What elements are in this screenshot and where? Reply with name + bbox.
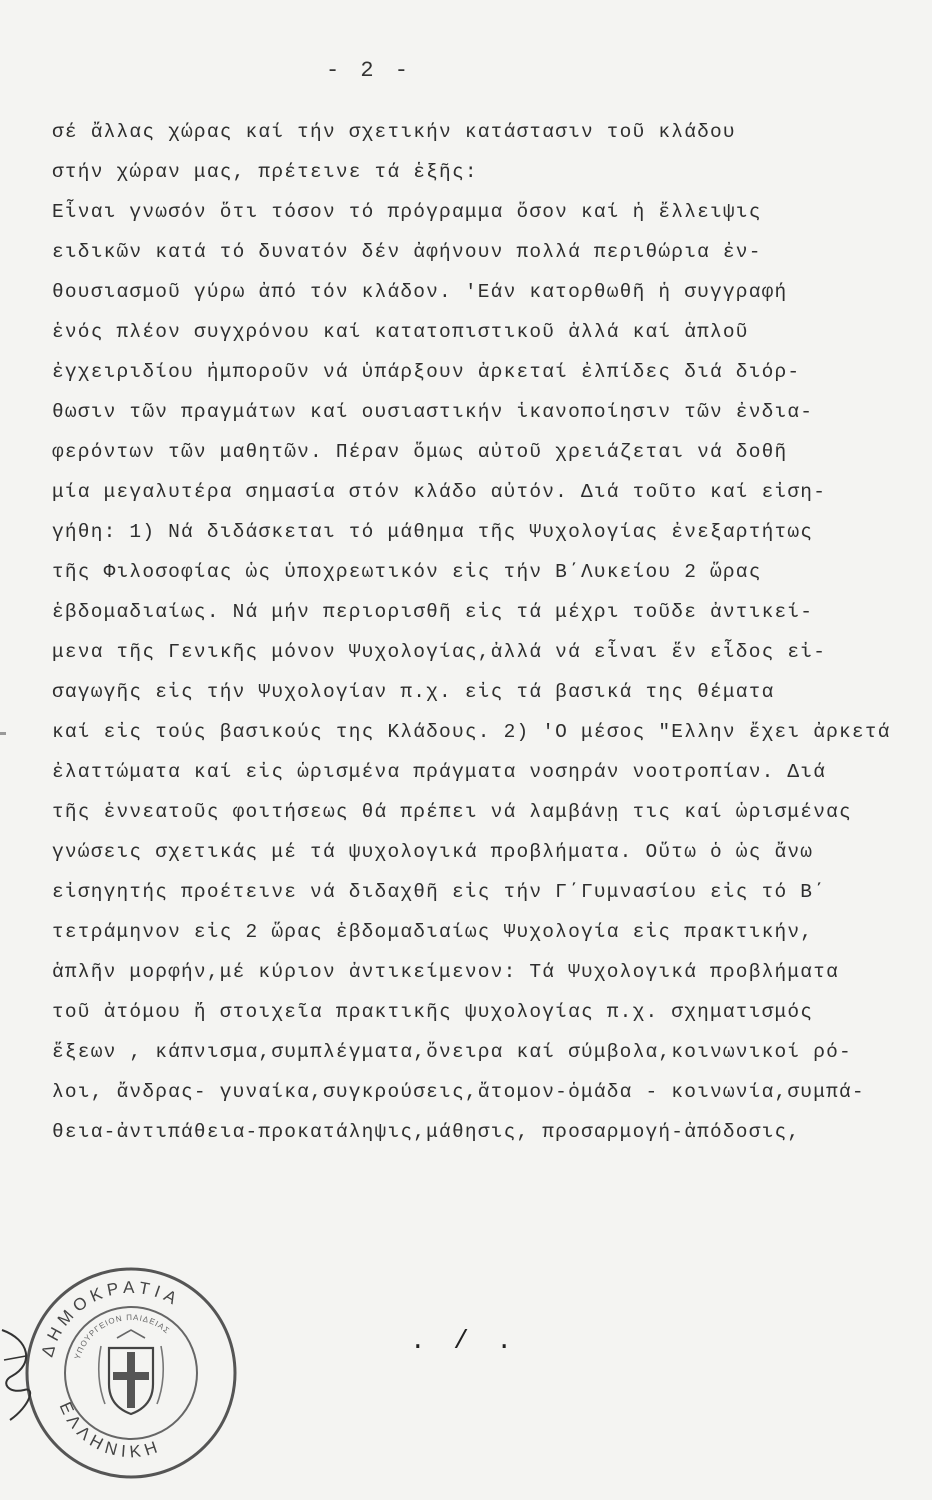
text-line: σαγωγῆς εἰς τήν Ψυχολογίαν π.χ. εἰς τά βασικά της θέματα — [52, 681, 775, 703]
text-line: τοῦ ἀτόμου ἤ στοιχεῖα πρακτικῆς ψυχολογίας π.χ. σχηματισμός — [52, 1001, 814, 1023]
text-line: ἑβδομαδιαίως. Νά μήν περιορισθῆ εἰς τά μέχρι τοῦδε ἀντικεί- — [52, 601, 814, 623]
svg-text:ΕΛΛΗΝΙΚΗ: ΕΛΛΗΝΙΚΗ — [55, 1399, 165, 1462]
svg-text:ΥΠΟΥΡΓΕΙΟΝ ΠΑΙΔΕΙΑΣ: ΥΠΟΥΡΓΕΙΟΝ ΠΑΙΔΕΙΑΣ — [72, 1312, 172, 1361]
text-line: Εἶναι γνωσόν ὅτι τόσον τό πρόγραμμα ὅσον καί ἡ ἔλλειψις — [52, 201, 762, 223]
text-line: θεια-ἀντιπάθεια-προκατάληψις,μάθησις, προσαρμογή-ἀπόδοσις, — [52, 1121, 801, 1143]
text-line: εἰσηγητής προέτεινε νά διδαχθῆ εἰς τήν Γ΄Γυμνασίου εἰς τό Β΄ — [52, 881, 827, 903]
text-line: σέ ἄλλας χώρας καί τήν σχετικήν κατάστασιν τοῦ κλάδου — [52, 121, 736, 143]
text-line: φερόντων τῶν μαθητῶν. Πέραν ὅμως αὐτοῦ χρειάζεται νά δοθῆ — [52, 441, 788, 463]
continuation-mark: . / . — [410, 1326, 519, 1356]
text-line: τῆς Φιλοσοφίας ὡς ὑποχρεωτικόν εἰς τήν Β΄Λυκείου 2 ὥρας — [52, 561, 762, 583]
text-line: τῆς ἑννεατοῦς φοιτήσεως θά πρέπει νά λαμβάνῃ τις καί ὡρισμένας — [52, 801, 852, 823]
margin-mark — [0, 732, 6, 735]
text-line: ἁπλῆν μορφήν,μέ κύριον ἀντικείμενον: Τά Ψυχολογικά προβλήματα — [52, 961, 840, 983]
greek-coat-of-arms-icon — [99, 1330, 164, 1414]
body-text — [52, 112, 932, 1152]
text-line: ἐλαττώματα καί εἰς ὡρισμένα πράγματα νοσηράν νοοτροπίαν. Διά — [52, 761, 827, 783]
text-line: ἑνός πλέον συγχρόνου καί κατατοπιστικοῦ ἀλλά καί ἁπλοῦ — [52, 321, 749, 343]
svg-text:ΔΗΜΟΚΡΑΤΙΑ: ΔΗΜΟΚΡΑΤΙΑ — [37, 1277, 185, 1360]
text-line: ειδικῶν κατά τό δυνατόν δέν ἀφήνουν πολλά περιθώρια ἐν- — [52, 241, 762, 263]
text-line: λοι, ἄνδρας- γυναίκα,συγκρούσεις,ἄτομον-ὁμάδα - κοινωνία,συμπά- — [52, 1081, 865, 1103]
text-line: στήν χώραν μας, πρέτεινε τά ἑξῆς: — [52, 161, 478, 183]
text-line: μενα τῆς Γενικῆς μόνον Ψυχολογίας,ἀλλά νά εἶναι ἕν εἶδος εἰ- — [52, 641, 827, 663]
text-line: ἕξεων , κάπνισμα,συμπλέγματα,ὄνειρα καί σύμβολα,κοινωνικοί ρό- — [52, 1041, 852, 1063]
official-seal-stamp — [20, 1262, 242, 1484]
text-line: ἐγχειριδίου ἠμποροῦν νά ὑπάρξουν ἀρκεταί ἐλπίδες διά διόρ- — [52, 361, 801, 383]
text-line: θωσιν τῶν πραγμάτων καί ουσιαστικήν ἱκανοποίησιν τῶν ἐνδια- — [52, 401, 814, 423]
text-line: γήθη: 1) Νά διδάσκεται τό μάθημα τῆς Ψυχολογίας ἐνεξαρτήτως — [52, 521, 814, 543]
text-line: καί εἰς τούς βασικούς της Κλάδους. 2) 'Ο μέσος "Ελλην ἔχει ἀρκετά — [52, 721, 891, 743]
page-number: - 2 - — [326, 58, 413, 83]
text-line: τετράμηνον εἰς 2 ὥρας ἑβδομαδιαίως Ψυχολογία εἰς πρακτικήν, — [52, 921, 814, 943]
text-line: γνώσεις σχετικάς μέ τά ψυχολογικά προβλήματα. Οὕτω ὁ ὡς ἄνω — [52, 841, 814, 863]
handwritten-signature — [0, 1320, 40, 1430]
text-line: μία μεγαλυτέρα σημασία στόν κλάδο αὐτόν. Διά τοῦτο καί εἰση- — [52, 481, 827, 503]
text-line: θουσιασμοῦ γύρω ἀπό τόν κλάδον. 'Εάν κατορθωθῆ ἡ συγγραφή — [52, 281, 788, 303]
